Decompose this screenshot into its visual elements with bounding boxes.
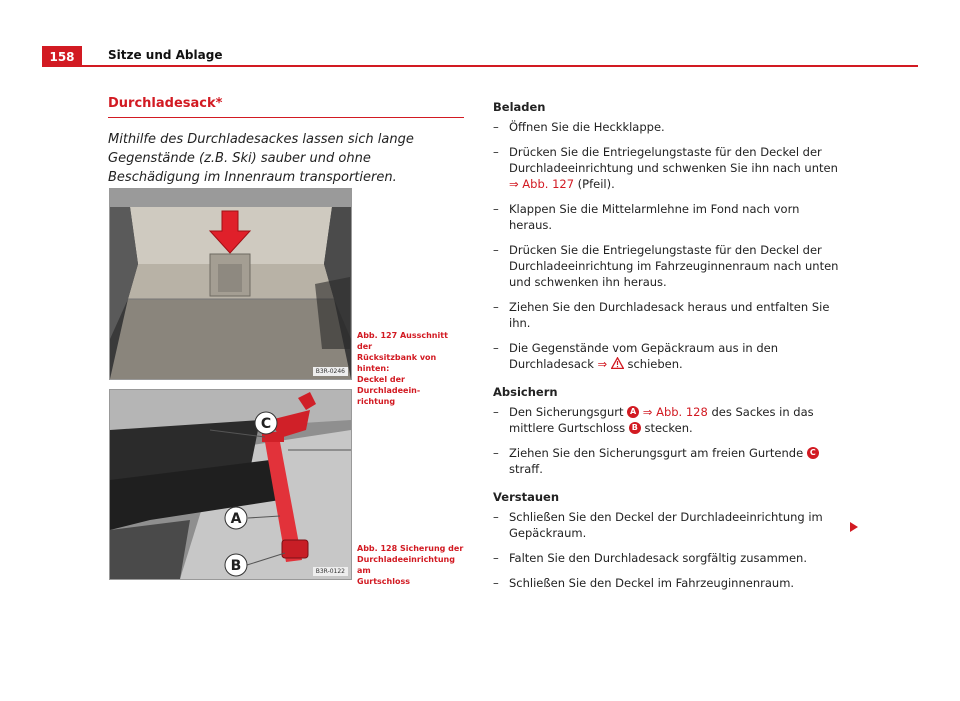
caption-line: richtung: [357, 397, 396, 406]
callout-a: [225, 507, 247, 529]
step: – Ziehen Sie den Sicherungsgurt am freien Gurtende C straff.: [493, 445, 845, 477]
callout-b: [225, 554, 247, 576]
group-beladen: [493, 99, 845, 372]
step: – Schließen Sie den Deckel im Fahrzeuginnenraum.: [493, 576, 795, 590]
page-number: 158: [42, 46, 82, 67]
header-rule: [82, 65, 918, 67]
continue-arrow-icon[interactable]: [849, 521, 859, 533]
caption-line: Durchladeeinrichtung am: [357, 555, 455, 575]
figure-127-caption: [357, 330, 465, 407]
left-column: [108, 96, 464, 187]
figure-128-caption: [357, 543, 465, 587]
step: – Ziehen Sie den Durchladesack heraus und entfalten Sie ihn.: [493, 300, 830, 330]
step: – Falten Sie den Durchladesack sorgfältig zusammen.: [493, 551, 807, 565]
warning-icon: [611, 357, 624, 369]
seatbelt-illustration: [110, 390, 351, 579]
instructions-column: [493, 99, 845, 600]
caption-line: Deckel der Durchladeein-: [357, 375, 421, 395]
step: – Schließen Sie den Deckel der Durchladeeinrichtung im Gepäckraum.: [493, 510, 823, 540]
figure-code: B3R-0246: [313, 367, 348, 376]
caption-line: Rücksitzbank von hinten:: [357, 353, 437, 373]
figure-127-photo: [109, 188, 352, 380]
subheading-verstauen: Verstauen: [493, 490, 560, 504]
subheading-beladen: Beladen: [493, 100, 546, 114]
label-badge-c: C: [807, 447, 819, 459]
step: – Drücken Sie die Entriegelungstaste für den Deckel der Durchladeeinrichtung und schwenken Sie ihn nach unten ⇒ Abb. 127 (Pfeil).: [493, 145, 838, 191]
caption-line: Gurtschloss: [357, 577, 410, 586]
svg-text:B: B: [230, 558, 242, 574]
label-badge-b: B: [629, 422, 641, 434]
figure-reference-link[interactable]: ⇒ Abb. 127: [509, 177, 575, 191]
step: – Drücken Sie die Entriegelungstaste für den Deckel der Durchladeeinrichtung im Fahrzeuginnenraum nach unten und schwenken ihn heraus.: [493, 243, 839, 289]
group-verstauen: [493, 489, 845, 591]
caption-line: Abb. 127 Ausschnitt der: [357, 331, 448, 351]
figure-reference-link[interactable]: ⇒ Abb. 128: [639, 405, 708, 419]
svg-text:C: C: [260, 416, 272, 432]
step: – Den Sicherungsgurt A ⇒ Abb. 128 des Sackes in das mittlere Gurtschloss B stecken.: [493, 405, 814, 435]
step: – Öffnen Sie die Heckklappe.: [493, 120, 665, 134]
caption-line: Abb. 128 Sicherung der: [357, 544, 464, 553]
figure-code: B3R-0122: [313, 567, 348, 576]
group-absichern: [493, 384, 845, 477]
svg-text:A: A: [230, 511, 242, 527]
section-title: Durchladesack*: [108, 96, 464, 118]
step: – Klappen Sie die Mittelarmlehne im Fond nach vorn heraus.: [493, 202, 800, 232]
subheading-absichern: Absichern: [493, 385, 558, 399]
warning-reference-link[interactable]: ⇒: [597, 357, 608, 371]
section-intro: Mithilfe des Durchladesackes lassen sich lange Gegenstände (z.B. Ski) sauber und ohne Beschädigung im Innenraum transportieren.: [108, 132, 414, 185]
label-badge-a: A: [627, 406, 639, 418]
chapter-title: Sitze und Ablage: [108, 48, 223, 62]
figure-128-photo: [109, 389, 352, 580]
callout-c: [255, 412, 277, 434]
trunk-illustration: [110, 189, 351, 379]
step: – Die Gegenstände vom Gepäckraum aus in den Durchladesack ⇒ schieben.: [493, 341, 779, 371]
